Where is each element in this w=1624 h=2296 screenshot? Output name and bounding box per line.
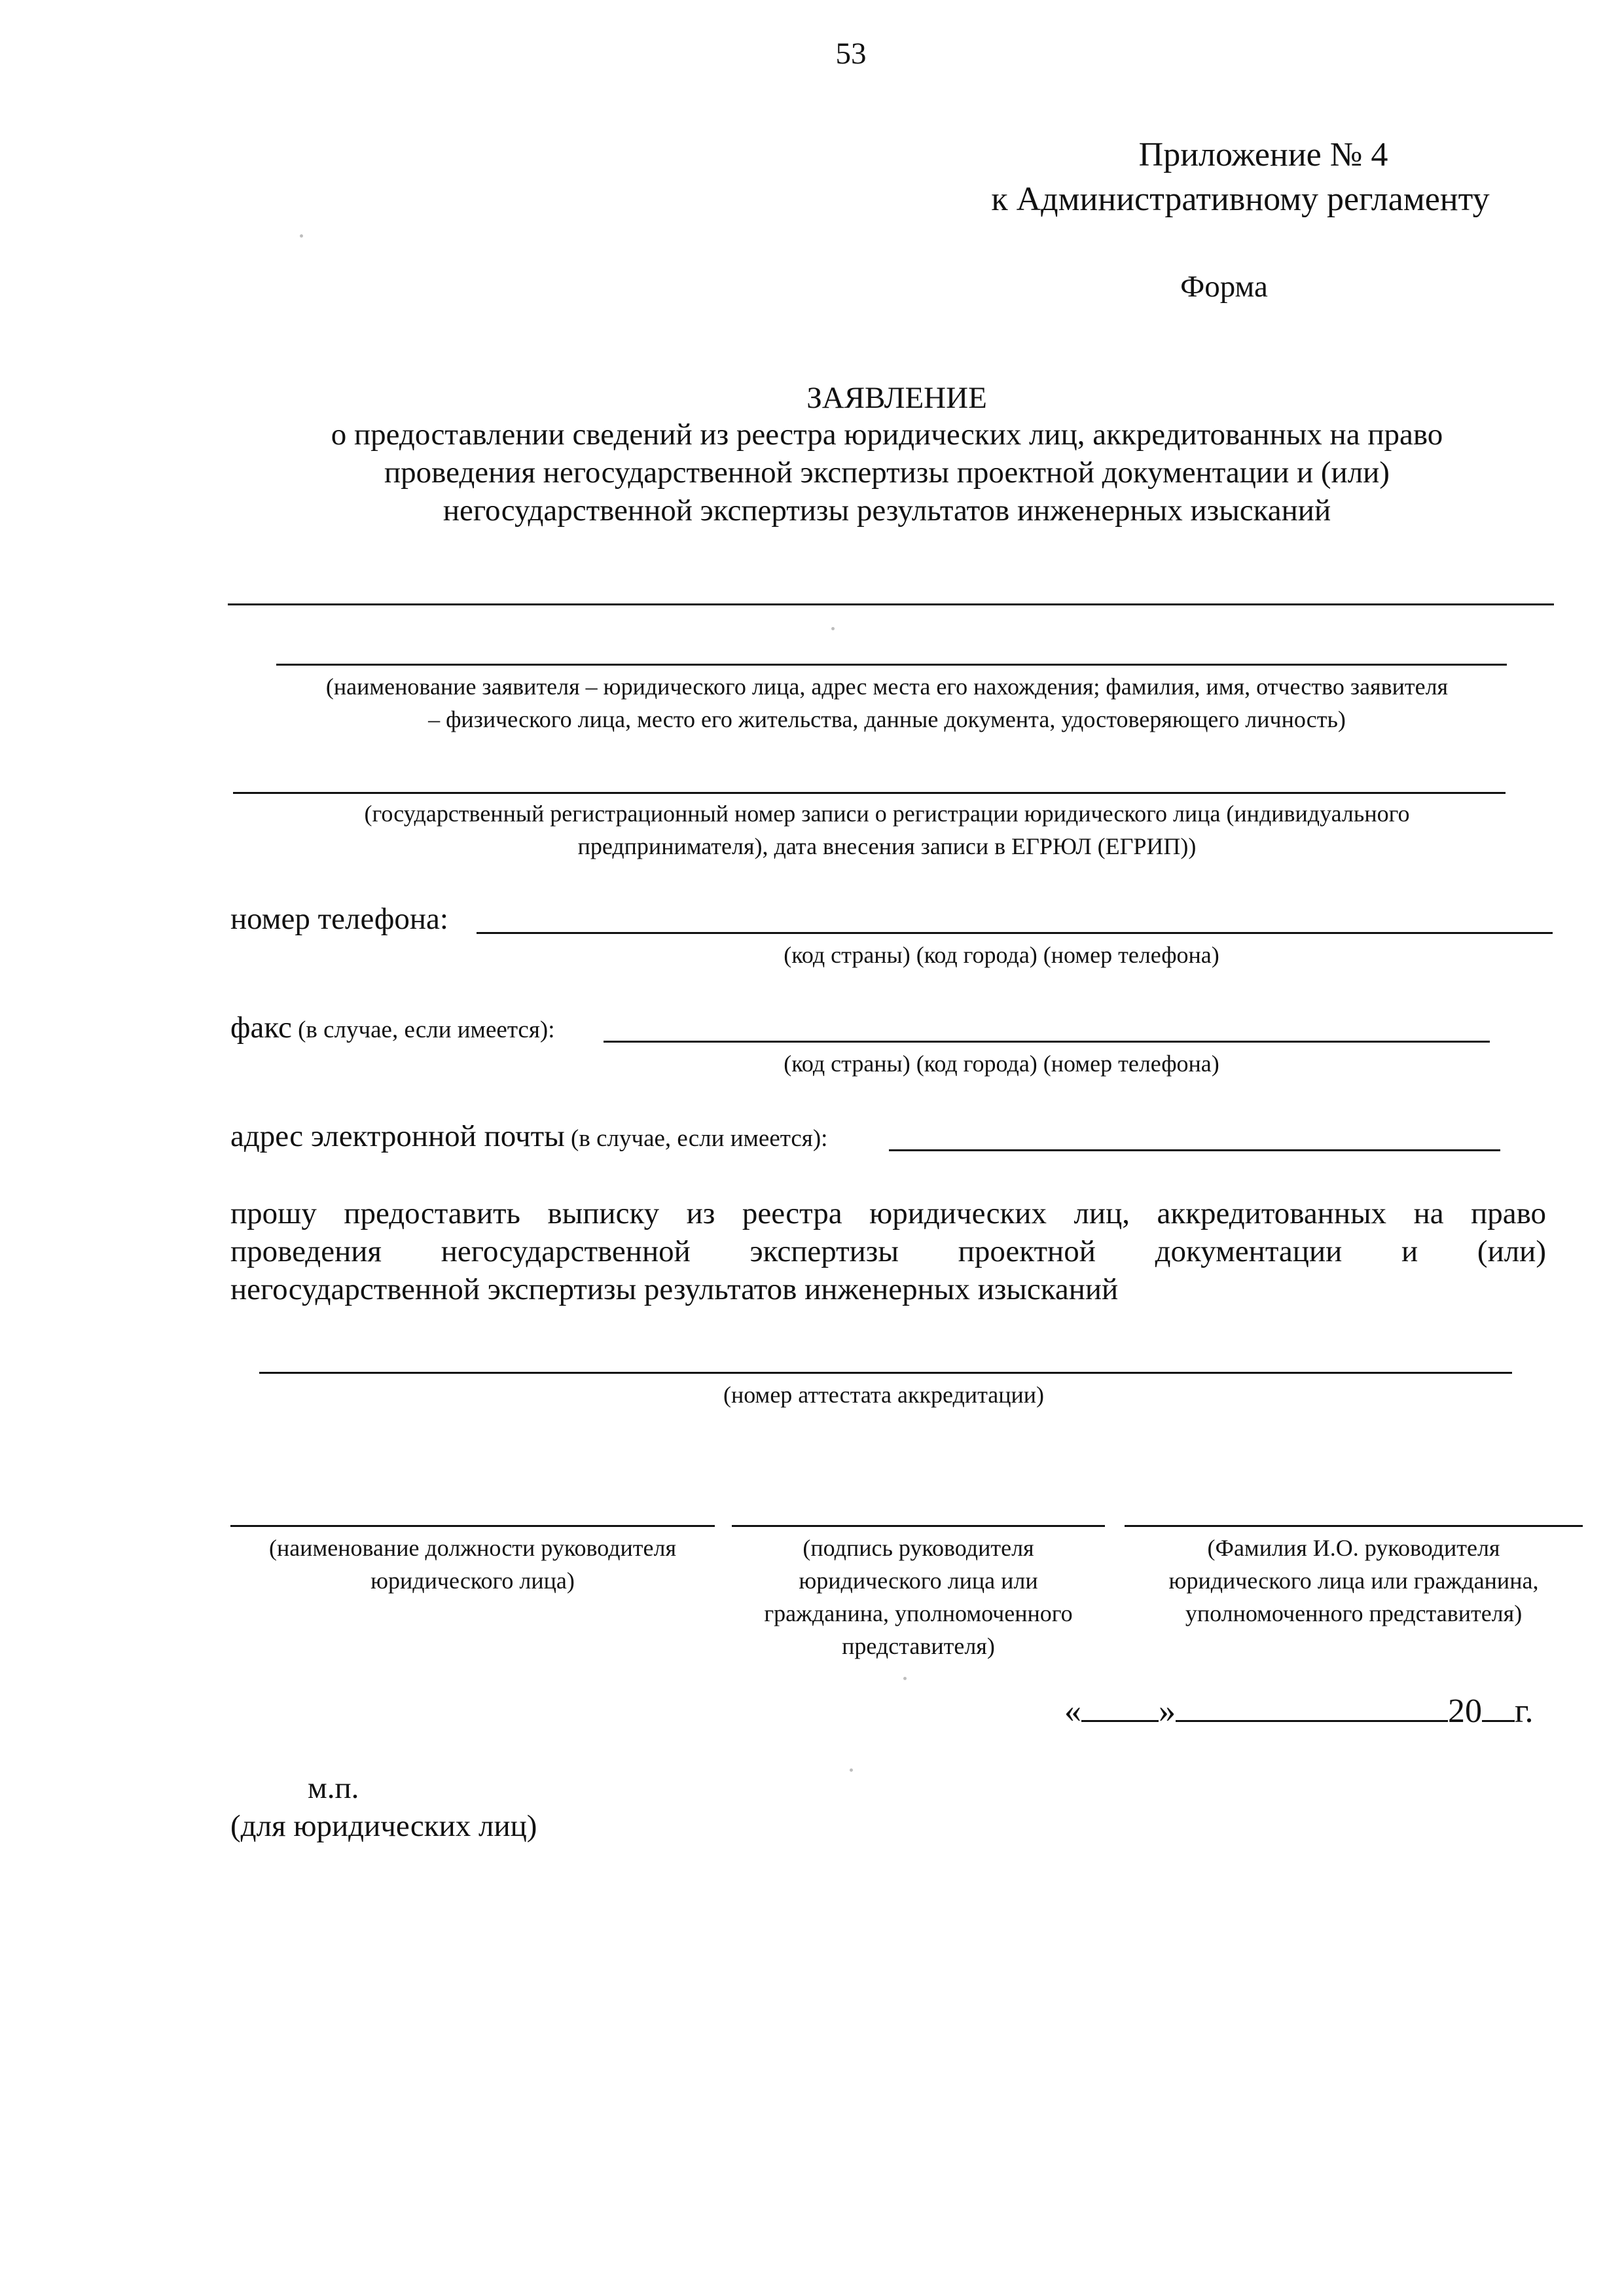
application-subject-line2: проведения негосударственной экспертизы проектной документации и (или)	[384, 456, 1390, 490]
fax-input-line[interactable]	[604, 1041, 1490, 1043]
fax-label	[230, 1009, 623, 1049]
scan-speck	[903, 1677, 907, 1680]
seal-label: м.п.	[308, 1771, 359, 1805]
position-hint-line1: (наименование должности руководителя	[268, 1535, 677, 1561]
registration-line[interactable]	[233, 792, 1506, 794]
date-close-quote: »	[1159, 1693, 1176, 1730]
signature-hint-line3: гражданина, уполномоченного	[764, 1600, 1073, 1626]
date-year-suffix: г.	[1515, 1693, 1534, 1730]
date-year-prefix: 20	[1448, 1693, 1482, 1730]
date-line	[1064, 1690, 1575, 1733]
application-title: ЗАЯВЛЕНИЕ	[806, 381, 987, 415]
position-hint-line2: юридического лица)	[370, 1568, 575, 1594]
email-label	[230, 1118, 885, 1157]
full-name-hint-line3: уполномоченного представителя)	[1185, 1600, 1523, 1626]
scan-speck	[300, 234, 303, 238]
full-name-hint-line1: (Фамилия И.О. руководителя	[1207, 1535, 1500, 1561]
email-input-line[interactable]	[889, 1149, 1500, 1151]
signature-hint-line1: (подпись руководителя	[803, 1535, 1034, 1561]
applicant-hint-line1: (наименование заявителя – юридического лица, адрес места его нахождения; фамилия, имя, отчество заявителя	[325, 673, 1449, 700]
phone-input-line[interactable]	[477, 932, 1553, 934]
fax-label-text: факс	[230, 1011, 292, 1045]
application-subject-line1: о предоставлении сведений из реестра юридических лиц, аккредитованных на право	[331, 418, 1443, 452]
request-line3: негосударственной экспертизы результатов инженерных изысканий	[230, 1272, 1119, 1306]
page-number: 53	[835, 37, 867, 71]
applicant-hint-line2: – физического лица, место его жительства, данные документа, удостоверяющего личность)	[428, 706, 1346, 732]
applicant-line-1[interactable]	[228, 603, 1554, 605]
full-name-hint-line2: юридического лица или гражданина,	[1168, 1568, 1539, 1594]
applicant-line-2[interactable]	[276, 664, 1507, 666]
date-open-quote: «	[1064, 1693, 1081, 1730]
phone-label: номер телефона:	[230, 902, 448, 936]
date-year-blank[interactable]	[1482, 1690, 1515, 1722]
form-label: Форма	[1180, 270, 1268, 304]
certificate-number-line[interactable]	[259, 1372, 1512, 1374]
date-month-blank[interactable]	[1176, 1690, 1448, 1722]
email-label-note: (в случае, если имеется):	[564, 1125, 828, 1152]
registration-hint-line1: (государственный регистрационный номер записи о регистрации юридического лица (индивидуального	[364, 800, 1410, 827]
registration-hint-line2: предпринимателя), дата внесения записи в ЕГРЮЛ (ЕГРИП))	[577, 833, 1197, 859]
signature-hint-line4: представителя)	[842, 1633, 995, 1659]
full-name-line[interactable]	[1125, 1525, 1583, 1527]
scan-speck	[831, 627, 835, 630]
application-subject-line3: негосударственной экспертизы результатов инженерных изысканий	[442, 493, 1331, 528]
certificate-hint: (номер аттестата аккредитации)	[723, 1382, 1045, 1408]
date-day-blank[interactable]	[1081, 1690, 1159, 1722]
annex-subtitle: к Административному регламенту	[991, 181, 1490, 218]
request-line2: проведения негосударственной экспертизы проектной документации и (или)	[230, 1234, 1546, 1268]
seal-note: (для юридических лиц)	[230, 1809, 537, 1843]
fax-label-note: (в случае, если имеется):	[291, 1016, 555, 1043]
signature-hint-line2: юридического лица или	[799, 1568, 1038, 1594]
position-line[interactable]	[230, 1525, 715, 1527]
request-line1: прошу предоставить выписку из реестра юридических лиц, аккредитованных на право	[230, 1196, 1546, 1230]
phone-hint: (код страны) (код города) (номер телефона)	[784, 942, 1219, 968]
scan-speck	[850, 1768, 853, 1772]
email-label-text: адрес электронной почты	[230, 1119, 565, 1153]
fax-hint: (код страны) (код города) (номер телефона)	[784, 1050, 1219, 1077]
annex-title: Приложение № 4	[1138, 136, 1388, 173]
signature-line[interactable]	[732, 1525, 1105, 1527]
